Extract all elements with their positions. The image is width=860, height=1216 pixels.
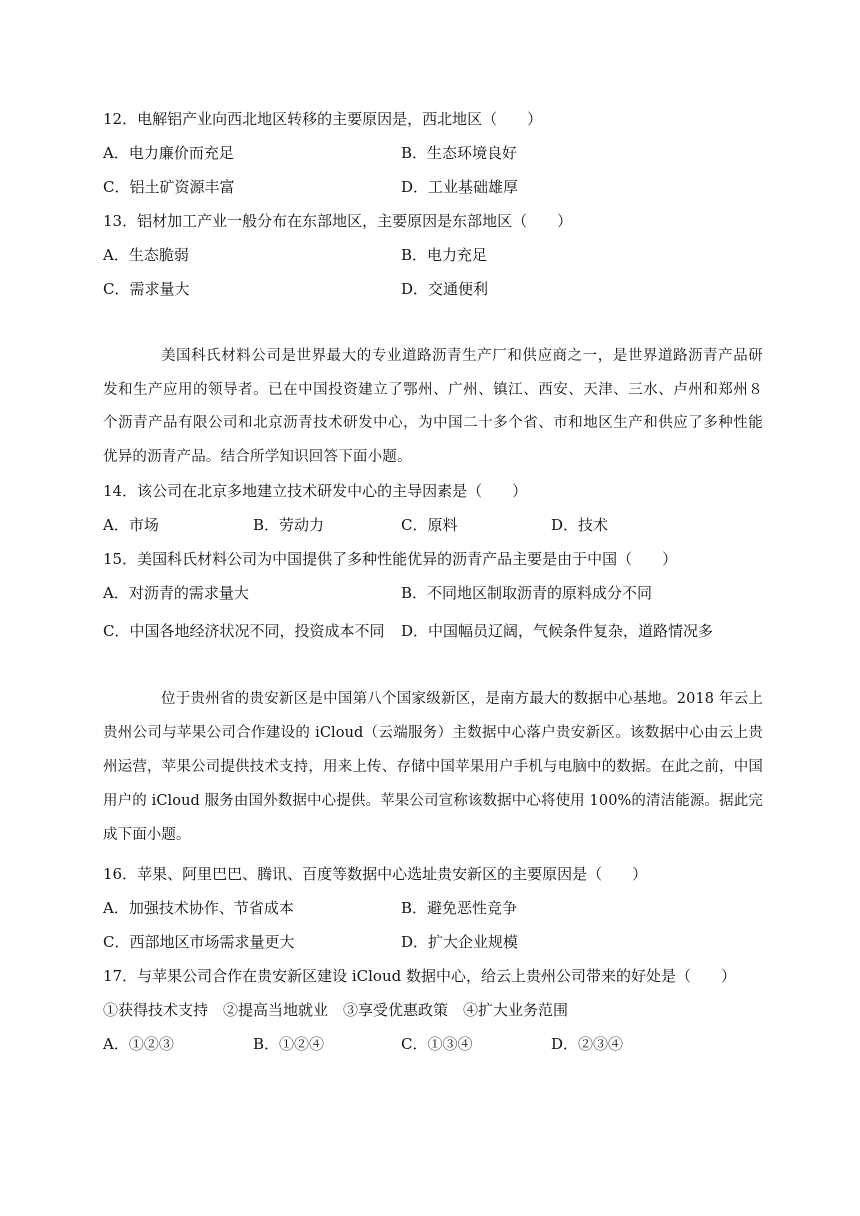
question-15-option-c: C．中国各地经济状况不同，投资成本不同 bbox=[103, 622, 385, 640]
question-14-option-c: C．原料 bbox=[401, 516, 458, 534]
question-15-option-b: B．不同地区制取沥青的原料成分不同 bbox=[401, 584, 653, 602]
question-16-option-c: C．西部地区市场需求量更大 bbox=[103, 933, 295, 951]
question-15-option-d: D．中国幅员辽阔，气候条件复杂，道路情况多 bbox=[401, 622, 714, 640]
question-17-stem: 17．与苹果公司合作在贵安新区建设 iCloud 数据中心，给云上贵州公司带来的好处是（ ） bbox=[103, 967, 736, 985]
question-17-option-d: D．②③④ bbox=[551, 1035, 624, 1053]
question-16-option-a: A．加强技术协作、节省成本 bbox=[103, 899, 294, 917]
question-16-stem: 16．苹果、阿里巴巴、腾讯、百度等数据中心选址贵安新区的主要原因是（ ） bbox=[103, 865, 648, 883]
question-17-option-a: A．①②③ bbox=[103, 1035, 174, 1053]
question-13-stem: 13．铝材加工产业一般分布在东部地区，主要原因是东部地区（ ） bbox=[103, 212, 573, 230]
question-14-option-a: A．市场 bbox=[103, 516, 159, 534]
question-14-option-d: D．技术 bbox=[551, 516, 609, 534]
question-15-option-a: A．对沥青的需求量大 bbox=[103, 584, 249, 602]
question-17-option-c: C．①③④ bbox=[401, 1035, 473, 1053]
question-13-option-b: B．电力充足 bbox=[401, 246, 488, 264]
question-12-option-d: D．工业基础雄厚 bbox=[401, 178, 519, 196]
question-16-option-d: D．扩大企业规模 bbox=[401, 933, 519, 951]
reading-passage-2: 位于贵州省的贵安新区是中国第八个国家级新区，是南方最大的数据中心基地。2018 年云上贵州公司与苹果公司合作建设的 iCloud（云端服务）主数据中心落户贵安新区。该数据中心由云上贵州运营，苹果公司提供技术支持，用来上传、存储中国苹果用户手机与电脑中的数据。在此之前，中国用户的 iCloud 服务由国外数据中心提供。苹果公司宣称该数据中心将使用 100%的清洁能源。据此完成下面小题。 bbox=[103, 691, 763, 843]
question-13-option-c: C．需求量大 bbox=[103, 280, 190, 298]
question-17-option-b: B．①②④ bbox=[253, 1035, 325, 1053]
question-16-option-b: B．避免恶性竞争 bbox=[401, 899, 518, 917]
question-17-items: ①获得技术支持 ②提高当地就业 ③享受优惠政策 ④扩大业务范围 bbox=[103, 1001, 569, 1019]
question-12-option-c: C．铝土矿资源丰富 bbox=[103, 178, 235, 196]
question-15-stem: 15．美国科氏材料公司为中国提供了多种性能优异的沥青产品主要是由于中国（ ） bbox=[103, 550, 678, 568]
question-14-option-b: B．劳动力 bbox=[253, 516, 325, 534]
reading-passage-1: 美国科氏材料公司是世界最大的专业道路沥青生产厂和供应商之一，是世界道路沥青产品研发和生产应用的领导者。已在中国投资建立了鄂州、广州、镇江、西安、天津、三水、卢州和郑州８个沥青产品有限公司和北京沥青技术研发中心，为中国二十多个省、市和地区生产和供应了多种性能优异的沥青产品。结合所学知识回答下面小题。 bbox=[103, 348, 763, 465]
question-12-option-a: A．电力廉价而充足 bbox=[103, 144, 234, 162]
question-12-stem: 12．电解铝产业向西北地区转移的主要原因是，西北地区（ ） bbox=[103, 110, 543, 128]
question-12-option-b: B．生态环境良好 bbox=[401, 144, 518, 162]
question-14-stem: 14．该公司在北京多地建立技术研发中心的主导因素是（ ） bbox=[103, 482, 528, 500]
question-13-option-a: A．生态脆弱 bbox=[103, 246, 189, 264]
question-13-option-d: D．交通便利 bbox=[401, 280, 489, 298]
